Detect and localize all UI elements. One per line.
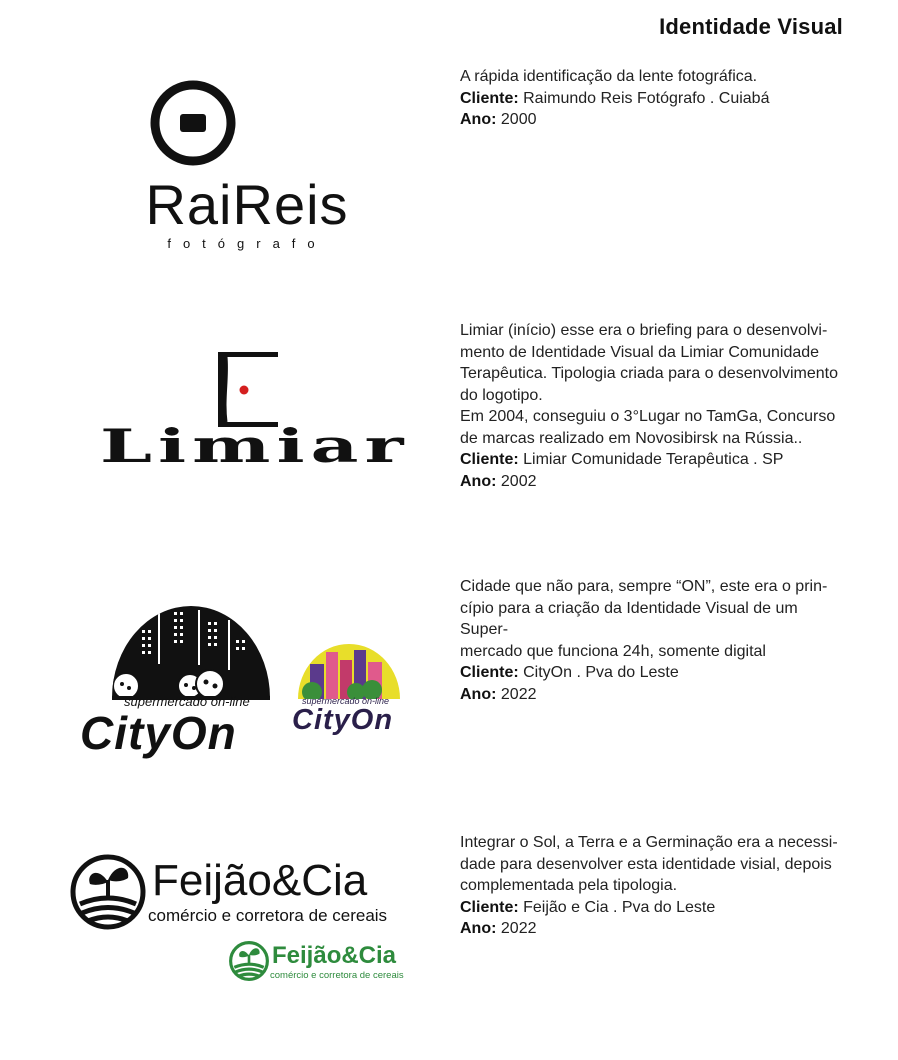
client-line: [460, 662, 850, 684]
year-label: Ano:: [460, 920, 497, 937]
cityon-tagline-small: supermercado on-line: [302, 696, 390, 706]
feijao-description: [460, 832, 850, 940]
description-line: mento de Identidade Visual da Limiar Comunidade: [460, 343, 820, 361]
city-skyline-icon: [112, 600, 270, 700]
description-line: mercado que funciona 24h, somente digital: [460, 642, 766, 660]
description-line: A rápida identificação da lente fotográfica.: [460, 68, 758, 85]
description-line: Integrar o Sol, a Terra e a Germinação era a necessi-: [460, 834, 838, 851]
description-line: Em 2004, conseguiu o 3°Lugar no TamGa, Concurso: [460, 408, 836, 425]
city-skyline-color-icon: [298, 642, 400, 700]
feijao-wordmark-green: Feijão&Cia: [272, 942, 397, 969]
year-value: 2022: [500, 685, 537, 703]
year-line: [460, 471, 850, 493]
sprout-field-icon: [68, 852, 148, 932]
description-line: de marcas realizado em Novosibirsk na Rússia..: [460, 429, 803, 447]
description-line: do logotipo.: [460, 386, 543, 404]
feijao-wordmark: Feijão&Cia: [152, 856, 368, 905]
description-line: Terapêutica. Tipologia criada para o desenvolvimento: [460, 365, 839, 382]
client-label: Cliente:: [460, 898, 519, 916]
year-label: Ano:: [460, 685, 497, 703]
year-value: 2002: [500, 472, 537, 490]
year-value: 2000: [500, 111, 537, 128]
raireis-wordmark: RaiReis: [145, 173, 349, 236]
page-title: Identidade Visual: [659, 14, 843, 39]
limiar-description: [460, 320, 850, 492]
raireis-subtitle: fotógrafo: [167, 236, 327, 251]
cityon-description: [460, 576, 850, 705]
cityon-wordmark: CityOn: [80, 707, 237, 759]
client-line: [460, 449, 850, 471]
feijao-subtitle: comércio e corretora de cereais: [148, 906, 388, 925]
client-line: [460, 897, 850, 919]
description-line: Cidade que não para, sempre “ON”, este era o prin-: [460, 578, 828, 595]
limiar-wordmark: Limiar: [100, 420, 410, 474]
client-value: Limiar Comunidade Terapêutica . SP: [523, 451, 784, 468]
client-line: [460, 88, 850, 110]
year-line: [460, 109, 850, 131]
description-line: complementada pela tipologia.: [460, 877, 678, 894]
raireis-description: [460, 66, 850, 131]
client-label: Cliente:: [460, 451, 519, 468]
cityon-tagline: supermercado on-line: [124, 694, 250, 709]
year-line: [460, 684, 850, 706]
year-label: Ano:: [460, 111, 497, 128]
client-value: Raimundo Reis Fotógrafo . Cuiabá: [523, 89, 770, 107]
year-value: 2022: [500, 920, 537, 937]
limiar-e-symbol: [214, 348, 284, 430]
year-label: Ano:: [460, 472, 497, 490]
year-line: [460, 918, 850, 940]
client-label: Cliente:: [460, 89, 519, 107]
feijao-subtitle-green: comércio e corretora de cereais: [270, 970, 404, 981]
client-value: Feijão e Cia . Pva do Leste: [523, 898, 716, 916]
client-value: CityOn . Pva do Leste: [523, 664, 679, 681]
lens-icon: [149, 79, 237, 167]
cityon-wordmark-small: CityOn: [292, 704, 394, 736]
sprout-field-green-icon: [228, 940, 270, 982]
client-label: Cliente:: [460, 664, 519, 681]
description-line: Limiar (início) esse era o briefing para o desenvolvi-: [460, 322, 828, 339]
description-line: cípio para a criação da Identidade Visual de um Super-: [460, 599, 798, 638]
description-line: dade para desenvolver esta identidade visial, depois: [460, 855, 832, 873]
